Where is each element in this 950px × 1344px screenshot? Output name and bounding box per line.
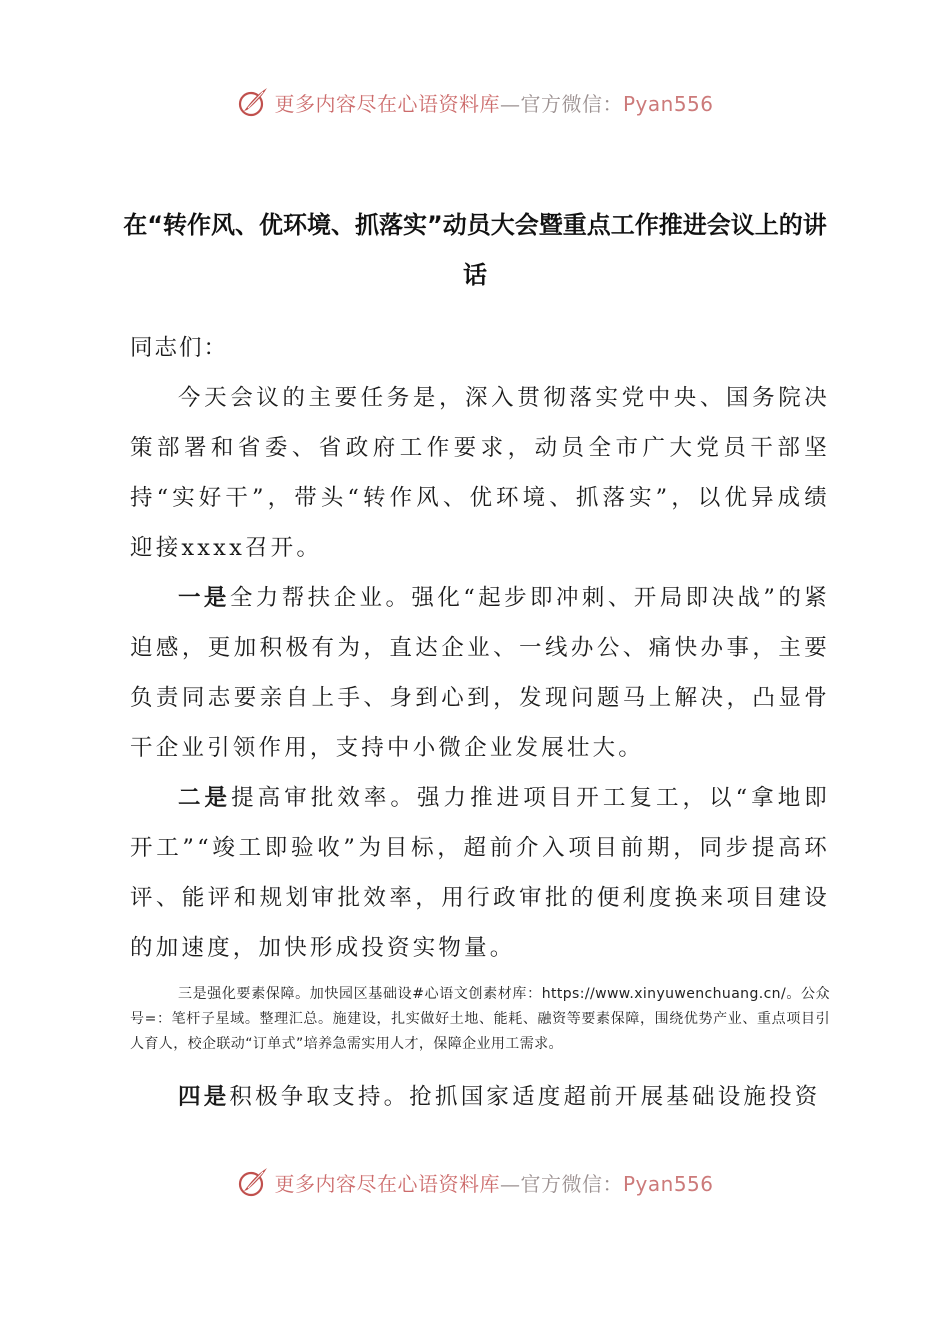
header-watermark-banner (0, 82, 950, 122)
item-text-4: 积极争取支持。抢抓国家适度超前开展基础设施投资 (229, 1084, 821, 1110)
banner-wechat-id: Pyan556 (622, 1171, 714, 1196)
banner-main-text: 更多内容尽在心语资料库 (274, 91, 500, 116)
item-lead-1: 一是 (178, 585, 230, 611)
salutation: 同志们： (130, 335, 229, 361)
intro-paragraph: 今天会议的主要任务是，深入贯彻落实党中央、国务院决策部署和省委、省政府工作要求，动员全市广大党员干部坚持“实好干”，带头“转作风、优环境、抓落实”，以优异成绩迎接xxxx召开。 (130, 385, 830, 561)
banner-text (274, 88, 713, 117)
banner-label: 官方微信： (520, 1171, 623, 1196)
item-lead-2: 二是 (178, 785, 232, 811)
quill-pen-logo-icon (236, 85, 270, 119)
item-text-2: 提高审批效率。强力推进项目开工复工，以“拿地即开工”“竣工即验收”为目标，超前介入项目前期，同步提高环评、能评和规划审批效率，用行政审批的便利度换来项目建设的加速度，加快形成投资实物量。 (130, 785, 830, 961)
item-text-1: 全力帮扶企业。强化“起步即冲刺、开局即决战”的紧迫感，更加积极有为，直达企业、一线办公、痛快办事，主要负责同志要亲自上手、身到心到，发现问题马上解决，凸显骨干企业引领作用，支持中小微企业发展壮大。 (130, 585, 831, 761)
footer-watermark-banner (0, 1162, 950, 1202)
item-paragraph-4 (130, 1072, 830, 1122)
quill-pen-logo-icon (236, 1165, 270, 1199)
item-paragraph-2 (130, 773, 830, 973)
banner-label: 官方微信： (520, 91, 623, 116)
banner-dash: — (499, 1171, 521, 1196)
item-paragraph-3: 三是强化要素保障。加快园区基础设#心语文创素材库：https://www.xinyuwenchuang.cn/。公众号=：笔杆子星域。整理汇总。施建设，扎实做好土地、能耗、融资等要素保障，围绕优势产业、重点项目引人育人，校企联动“订单式”培养急需实用人才，保障企业用工需求。 (130, 986, 830, 1052)
item-paragraph-1 (130, 573, 830, 773)
document-title: 在“转作风、优环境、抓落实”动员大会暨重点工作推进会议上的讲话 (123, 211, 827, 289)
banner-main-text: 更多内容尽在心语资料库 (274, 1171, 500, 1196)
banner-dash: — (499, 91, 521, 116)
banner-wechat-id: Pyan556 (622, 91, 714, 116)
banner-text (274, 1168, 713, 1197)
item-lead-4: 四是 (178, 1084, 230, 1110)
